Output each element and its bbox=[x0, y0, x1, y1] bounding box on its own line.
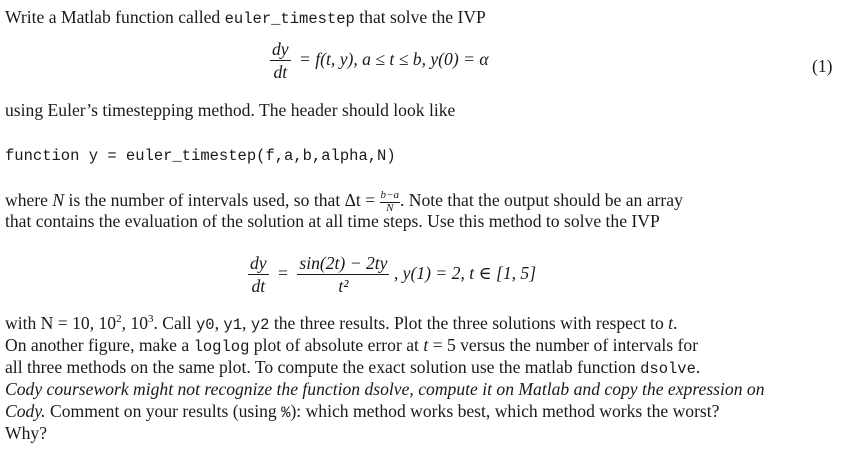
equals-sign: = bbox=[278, 263, 288, 284]
paragraph-with-line1 bbox=[5, 313, 677, 334]
equation-number: (1) bbox=[812, 56, 833, 76]
loglog-code: loglog bbox=[193, 338, 250, 356]
intro-text-end: that solve the IVP bbox=[354, 7, 486, 27]
function-header-code: function y = euler_timestep(f,a,b,alpha,N) bbox=[5, 147, 396, 165]
paragraph-cody-note: Cody coursework might not recognize the function dsolve, compute it on Matlab and copy the expression on bbox=[5, 379, 765, 399]
delta-numerator: b−a bbox=[380, 189, 399, 201]
t-variable: t bbox=[668, 313, 674, 333]
comment-text-end: ): which method works best, which method works the worst? bbox=[290, 401, 720, 421]
paragraph-with-line3 bbox=[5, 357, 700, 378]
exp-2: 2 bbox=[116, 313, 122, 326]
where-text: where bbox=[5, 190, 53, 211]
function-name-code: euler_timestep bbox=[224, 10, 355, 28]
paragraph-with-line2 bbox=[5, 335, 698, 356]
derivative-fraction-2 bbox=[248, 254, 269, 296]
percent-code: % bbox=[281, 404, 291, 422]
y1-code: y1 bbox=[223, 316, 243, 334]
t-variable: t bbox=[423, 335, 429, 355]
delta-denominator: N bbox=[386, 202, 394, 214]
comma: , bbox=[242, 313, 251, 333]
paragraph-why: Why? bbox=[5, 423, 48, 443]
where-text-2: is the number of intervals used, so that Δt = bbox=[64, 190, 380, 211]
fraction-denominator-2: dt bbox=[251, 276, 266, 297]
comma: , bbox=[214, 313, 224, 333]
with-n-text: with N = 10, 10 bbox=[5, 313, 117, 333]
paragraph-with-line5 bbox=[5, 401, 719, 422]
equation-rhs: = f(t, y), a ≤ t ≤ b, y(0) = α bbox=[299, 49, 489, 70]
intro-line bbox=[5, 7, 486, 28]
plot-text: the three results. Plot the three solutions with respect to bbox=[269, 313, 669, 333]
error-text: plot of absolute error at bbox=[249, 335, 424, 355]
period: . bbox=[673, 313, 678, 333]
exact-solution-text: all three methods on the same plot. To compute the exact solution use the matlab function bbox=[5, 357, 641, 377]
intervals-text: = 5 versus the number of intervals for bbox=[428, 335, 699, 355]
another-figure-text: On another figure, make a bbox=[5, 335, 194, 355]
initial-condition: , y(1) = 2, t ∈ [1, 5] bbox=[393, 263, 537, 284]
y2-code: y2 bbox=[250, 316, 270, 334]
fraction-denominator: dt bbox=[273, 62, 288, 83]
equation-2 bbox=[248, 254, 536, 296]
cody-text: Cody. bbox=[5, 401, 46, 421]
y0-code: y0 bbox=[196, 316, 215, 334]
paragraph-where-line2: that contains the evaluation of the solution at all time steps. Use this method to solve the IVP bbox=[5, 211, 660, 231]
call-text: . Call bbox=[153, 313, 196, 333]
paragraph-euler: using Euler’s timestepping method. The header should look like bbox=[5, 100, 456, 120]
rhs-numerator: sin(2t) − 2ty bbox=[297, 254, 389, 275]
exp-3: 3 bbox=[147, 313, 154, 326]
equation-1 bbox=[270, 40, 489, 82]
n-variable: N bbox=[52, 190, 65, 211]
rhs-fraction bbox=[297, 254, 389, 296]
dsolve-code: dsolve bbox=[640, 360, 696, 378]
comment-text: Comment on your results (using bbox=[45, 401, 282, 421]
intro-text: Write a Matlab function called bbox=[5, 7, 225, 27]
fraction-numerator: dy bbox=[270, 40, 291, 61]
rhs-denominator: t² bbox=[338, 276, 349, 297]
fraction-numerator-2: dy bbox=[248, 254, 269, 275]
where-text-3: . Note that the output should be an array bbox=[399, 190, 683, 211]
with-n-text-2: , 10 bbox=[121, 313, 148, 333]
period: . bbox=[695, 357, 701, 377]
derivative-fraction bbox=[270, 40, 291, 82]
